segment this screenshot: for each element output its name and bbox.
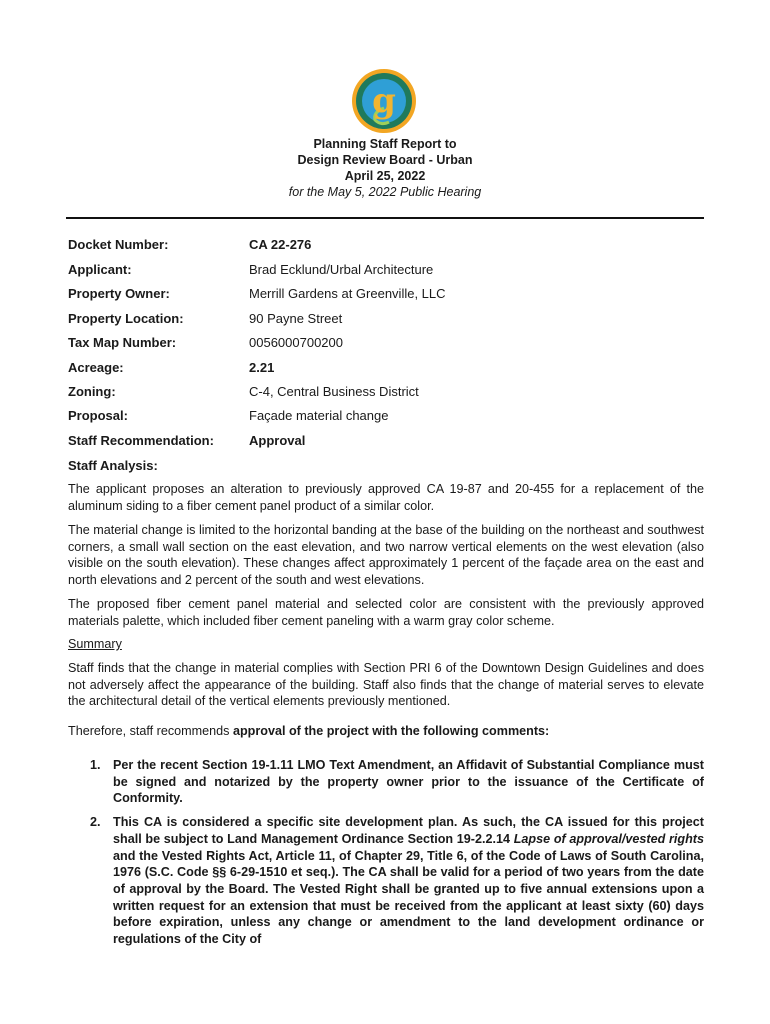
field-value: CA 22-276: [249, 237, 312, 252]
comments-list: [68, 757, 704, 955]
field-value: C-4, Central Business District: [249, 384, 419, 399]
summary-heading: Summary: [68, 637, 122, 651]
city-logo-icon: [351, 68, 417, 134]
staff-analysis-heading: Staff Analysis:: [68, 458, 158, 473]
field-label: Acreage:: [68, 360, 124, 375]
comment-text-italic: Lapse of approval/vested rights: [513, 831, 704, 846]
comment-number: 2.: [90, 815, 101, 830]
field-value: 2.21: [249, 360, 275, 375]
field-label: Property Location:: [68, 311, 184, 326]
field-label: Tax Map Number:: [68, 335, 177, 350]
report-header: [0, 136, 770, 200]
header-divider: [66, 217, 704, 219]
field-label: Property Owner:: [68, 286, 170, 301]
field-value: Brad Ecklund/Urbal Architecture: [249, 262, 434, 277]
header-board: Design Review Board - Urban: [297, 153, 473, 167]
field-label: Applicant:: [68, 262, 132, 277]
field-value: Approval: [249, 433, 306, 448]
analysis-paragraph-2: The material change is limited to the horizontal banding at the base of the building on the northeast and southwest corners, a small wall section on the east elevation, and two narrow vertical elements on the west elevation (also visible on the south elevation). These changes affect approximately 1 percent of the façade area on the east and north elevations and 2 percent of the south and west elevations.: [68, 523, 704, 588]
recommendation-line: [68, 723, 704, 740]
comment-item: [68, 757, 704, 807]
recommendation-plain: Therefore, staff recommends: [68, 724, 233, 738]
header-title: Planning Staff Report to: [313, 137, 457, 151]
comment-item: [68, 814, 704, 948]
analysis-paragraph-1: The applicant proposes an alteration to previously approved CA 19-87 and 20-455 for a replacement of the aluminum siding to a fiber cement panel product of a similar color.: [68, 482, 704, 513]
field-label: Zoning:: [68, 384, 116, 399]
comment-text-a: This CA is considered a specific site development plan. As such, the CA issued for this project shall be subject to Land Management Ordinance Section 19-2.2.14: [113, 815, 704, 846]
field-label: Staff Recommendation:: [68, 433, 214, 448]
analysis-paragraph-3: The proposed fiber cement panel material and selected color are consistent with the previously approved materials palette, which included fiber cement paneling with a warm gray color scheme.: [68, 597, 704, 628]
field-value: 90 Payne Street: [249, 311, 343, 326]
field-value: 0056000700200: [249, 335, 343, 350]
recommendation-bold: approval of the project with the following comments:: [232, 724, 550, 738]
comment-text: Per the recent Section 19-1.11 LMO Text Amendment, an Affidavit of Substantial Compliance must be signed and notarized by the property owner prior to the issuance of the Certificate of Conformity.: [113, 758, 704, 806]
field-label: Proposal:: [68, 408, 128, 423]
header-date: April 25, 2022: [344, 169, 426, 183]
summary-heading-wrap: [68, 636, 704, 653]
header-hearing: for the May 5, 2022 Public Hearing: [288, 185, 482, 199]
field-value: Façade material change: [249, 408, 389, 423]
comment-number: 1.: [90, 758, 101, 772]
field-value: Merrill Gardens at Greenville, LLC: [249, 286, 446, 301]
field-label: Docket Number:: [68, 237, 169, 252]
summary-paragraph: Staff finds that the change in material complies with Section PRI 6 of the Downtown Design Guidelines and does not adversely affect the appearance of the building. Staff also finds that the change of material serves to elevate the architectural detail of the vertical elements previously mentioned.: [68, 661, 704, 709]
logo-letter: g: [372, 81, 396, 121]
comment-text-b: and the Vested Rights Act, Article 11, of Chapter 29, Title 6, of the Code of Laws of South Carolina, 1976 (S.C. Code §§ 6-29-1510 et seq.). The CA shall be valid for a period of two years from the date of approval by the Board. The Vested Right shall be granted up to five annual extensions upon a written request for an extension that must be received from the applicant at least sixty (60) days before expiration, unless any change or amendment to the land development ordinance or regulations of the City of: [113, 848, 704, 947]
